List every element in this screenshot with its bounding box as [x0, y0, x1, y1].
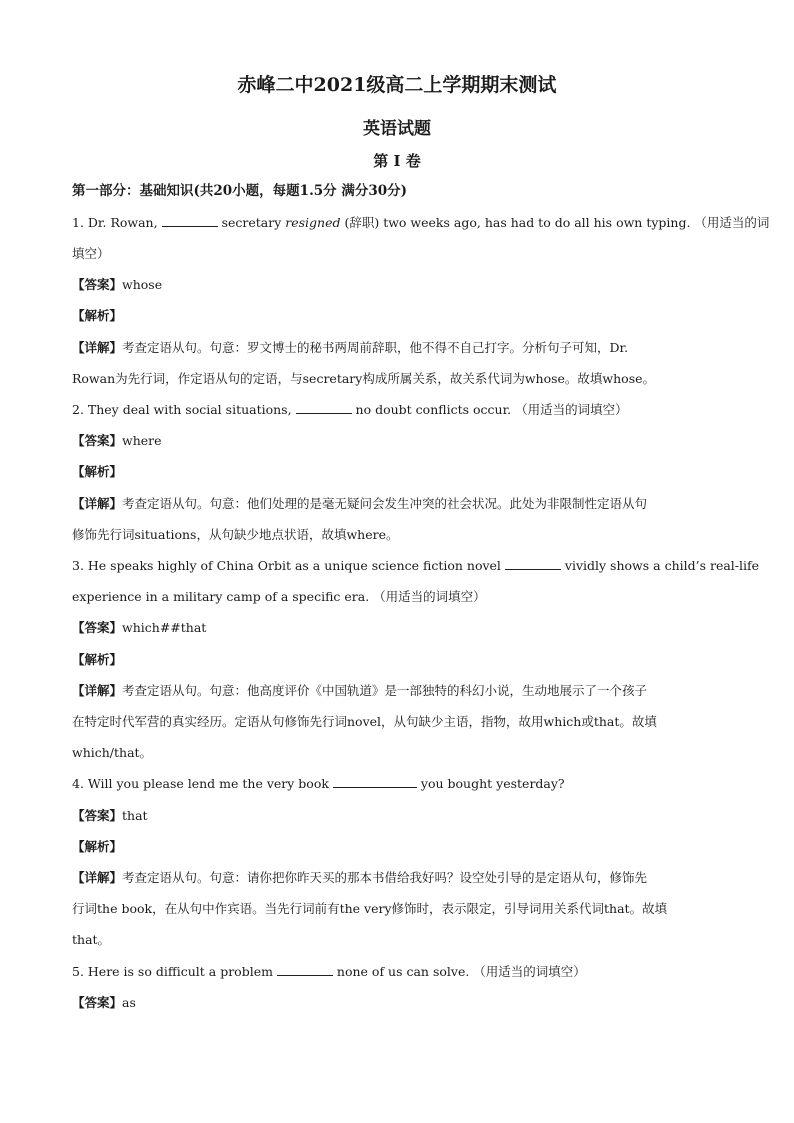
answer-blank: [333, 775, 417, 788]
section-heading: 第一部分：基础知识(共20小题，每题1.5分 满分30分): [72, 183, 408, 199]
detail-row-cont: which/that。: [72, 745, 153, 760]
detail-row-cont: 在特定时代军营的真实经历。定语从句修饰先行词novel，从句缺少主语，指物，故用which或that。故填: [72, 714, 657, 729]
analysis-label: 【解析】: [72, 308, 123, 323]
answer-blank: [505, 557, 561, 570]
answer-row: 【答案】which##that: [72, 620, 207, 635]
answer-row: 【答案】as: [72, 995, 136, 1010]
answer-blank: [296, 401, 352, 414]
detail-row-cont: that。: [72, 932, 111, 947]
analysis-label: 【解析】: [72, 652, 123, 667]
question-4: 4. Will you please lend me the very book you bought yesterday?: [72, 776, 565, 791]
detail-row-cont: Rowan为先行词，作定语从句的定语，与secretary构成所属关系，故关系代词为whose。故填whose。: [72, 371, 656, 386]
question-5: 5. Here is so difficult a problem none of us can solve. （用适当的词填空）: [72, 964, 586, 979]
detail-row-cont: 修饰先行词situations，从句缺少地点状语，故填where。: [72, 527, 399, 542]
answer-blank: [162, 214, 218, 227]
question-1-cont: 填空）: [72, 246, 110, 261]
answer-row: 【答案】where: [72, 433, 162, 448]
question-3: 3. He speaks highly of China Orbit as a unique science fiction novel vividly shows a child’s real-life: [72, 558, 760, 573]
detail-row: 【详解】考查定语从句。句意：他高度评价《中国轨道》是一部独特的科幻小说，生动地展示了一个孩子: [72, 683, 648, 698]
question-3-cont: experience in a military camp of a specific era. （用适当的词填空）: [72, 589, 486, 604]
volume-label: 第 I 卷: [373, 152, 421, 170]
exam-subtitle: 英语试题: [363, 119, 431, 139]
detail-row: 【详解】考查定语从句。句意：罗文博士的秘书两周前辞职，他不得不自己打字。分析句子可知，Dr.: [72, 340, 629, 355]
exam-title: 赤峰二中2021级高二上学期期末测试: [237, 74, 557, 96]
answer-row: 【答案】whose: [72, 277, 163, 292]
answer-row: 【答案】that: [72, 808, 148, 823]
analysis-label: 【解析】: [72, 839, 123, 854]
question-1: 1. Dr. Rowan, secretary resigned (辞职) two weeks ago, has had to do all his own typing. （用适当的词: [72, 215, 770, 230]
detail-row-cont: 行词the book，在从句中作宾语。当先行词前有the very修饰时，表示限定，引导词用关系代词that。故填: [72, 901, 668, 916]
detail-row: 【详解】考查定语从句。句意：请你把你昨天买的那本书借给我好吗？设空处引导的是定语从句，修饰先: [72, 870, 648, 885]
question-2: 2. They deal with social situations, no doubt conflicts occur. （用适当的词填空）: [72, 402, 628, 417]
analysis-label: 【解析】: [72, 464, 123, 479]
answer-blank: [277, 963, 333, 976]
detail-row: 【详解】考查定语从句。句意：他们处理的是毫无疑问会发生冲突的社会状况。此处为非限制性定语从句: [72, 496, 648, 511]
